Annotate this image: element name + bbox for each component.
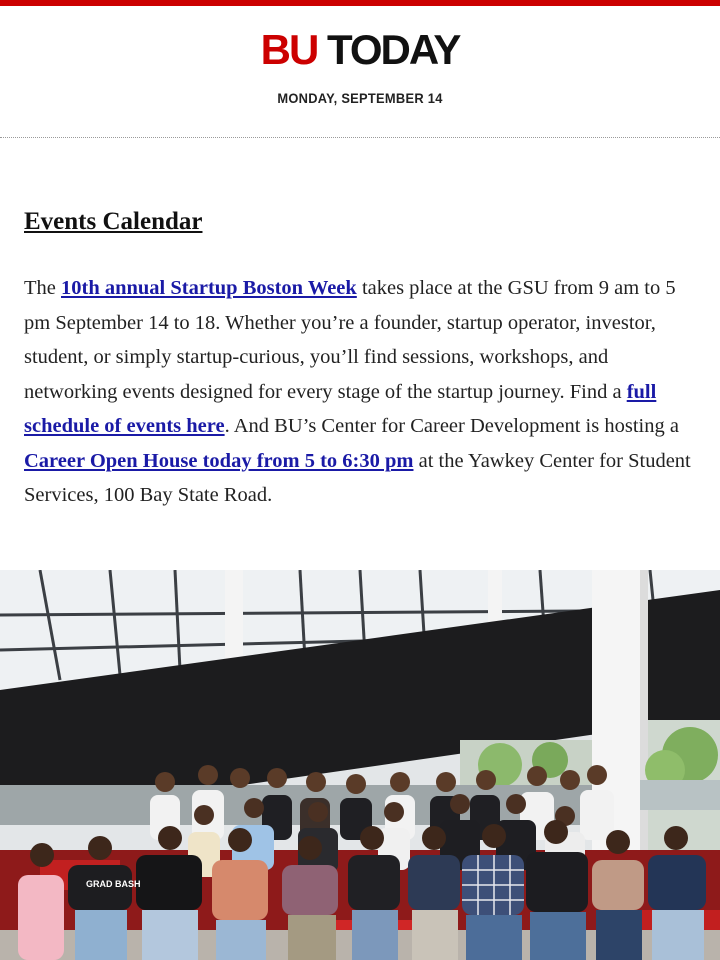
group-photo [0, 570, 720, 960]
startup-boston-week-link[interactable]: 10th annual Startup Boston Week [61, 277, 357, 299]
paragraph-text: . And BU’s Center for Career Development is hosting a [224, 415, 679, 437]
paragraph-text: The [24, 277, 61, 299]
issue-date: MONDAY, SEPTEMBER 14 [277, 90, 443, 106]
top-accent-bar [0, 0, 720, 6]
logo-today: TODAY [326, 26, 460, 73]
paragraph-text: takes place at the GSU from 9 am to 5 pm September 14 to 18. Whether you’re a founder, startup operator, investor, student, or simply startup-curious, you’ll find sessions, workshops, and networking events designed for every stage of the startup journey. Find a [24, 277, 676, 403]
shirt-text: GRAD BASH [86, 879, 141, 889]
full-schedule-link[interactable]: full schedule of events here [24, 380, 657, 437]
header-divider [0, 137, 720, 138]
paragraph-text: at the Yawkey Center for Student Services, 100 Bay State Road. [24, 449, 691, 506]
logo-bu: BU [260, 26, 318, 73]
events-paragraph [24, 271, 700, 513]
group-photo-illustration [0, 570, 720, 960]
career-open-house-link[interactable]: Career Open House today from 5 to 6:30 pm [24, 449, 414, 472]
bu-today-logo[interactable] [0, 26, 720, 74]
section-heading[interactable]: Events Calendar [24, 208, 203, 235]
